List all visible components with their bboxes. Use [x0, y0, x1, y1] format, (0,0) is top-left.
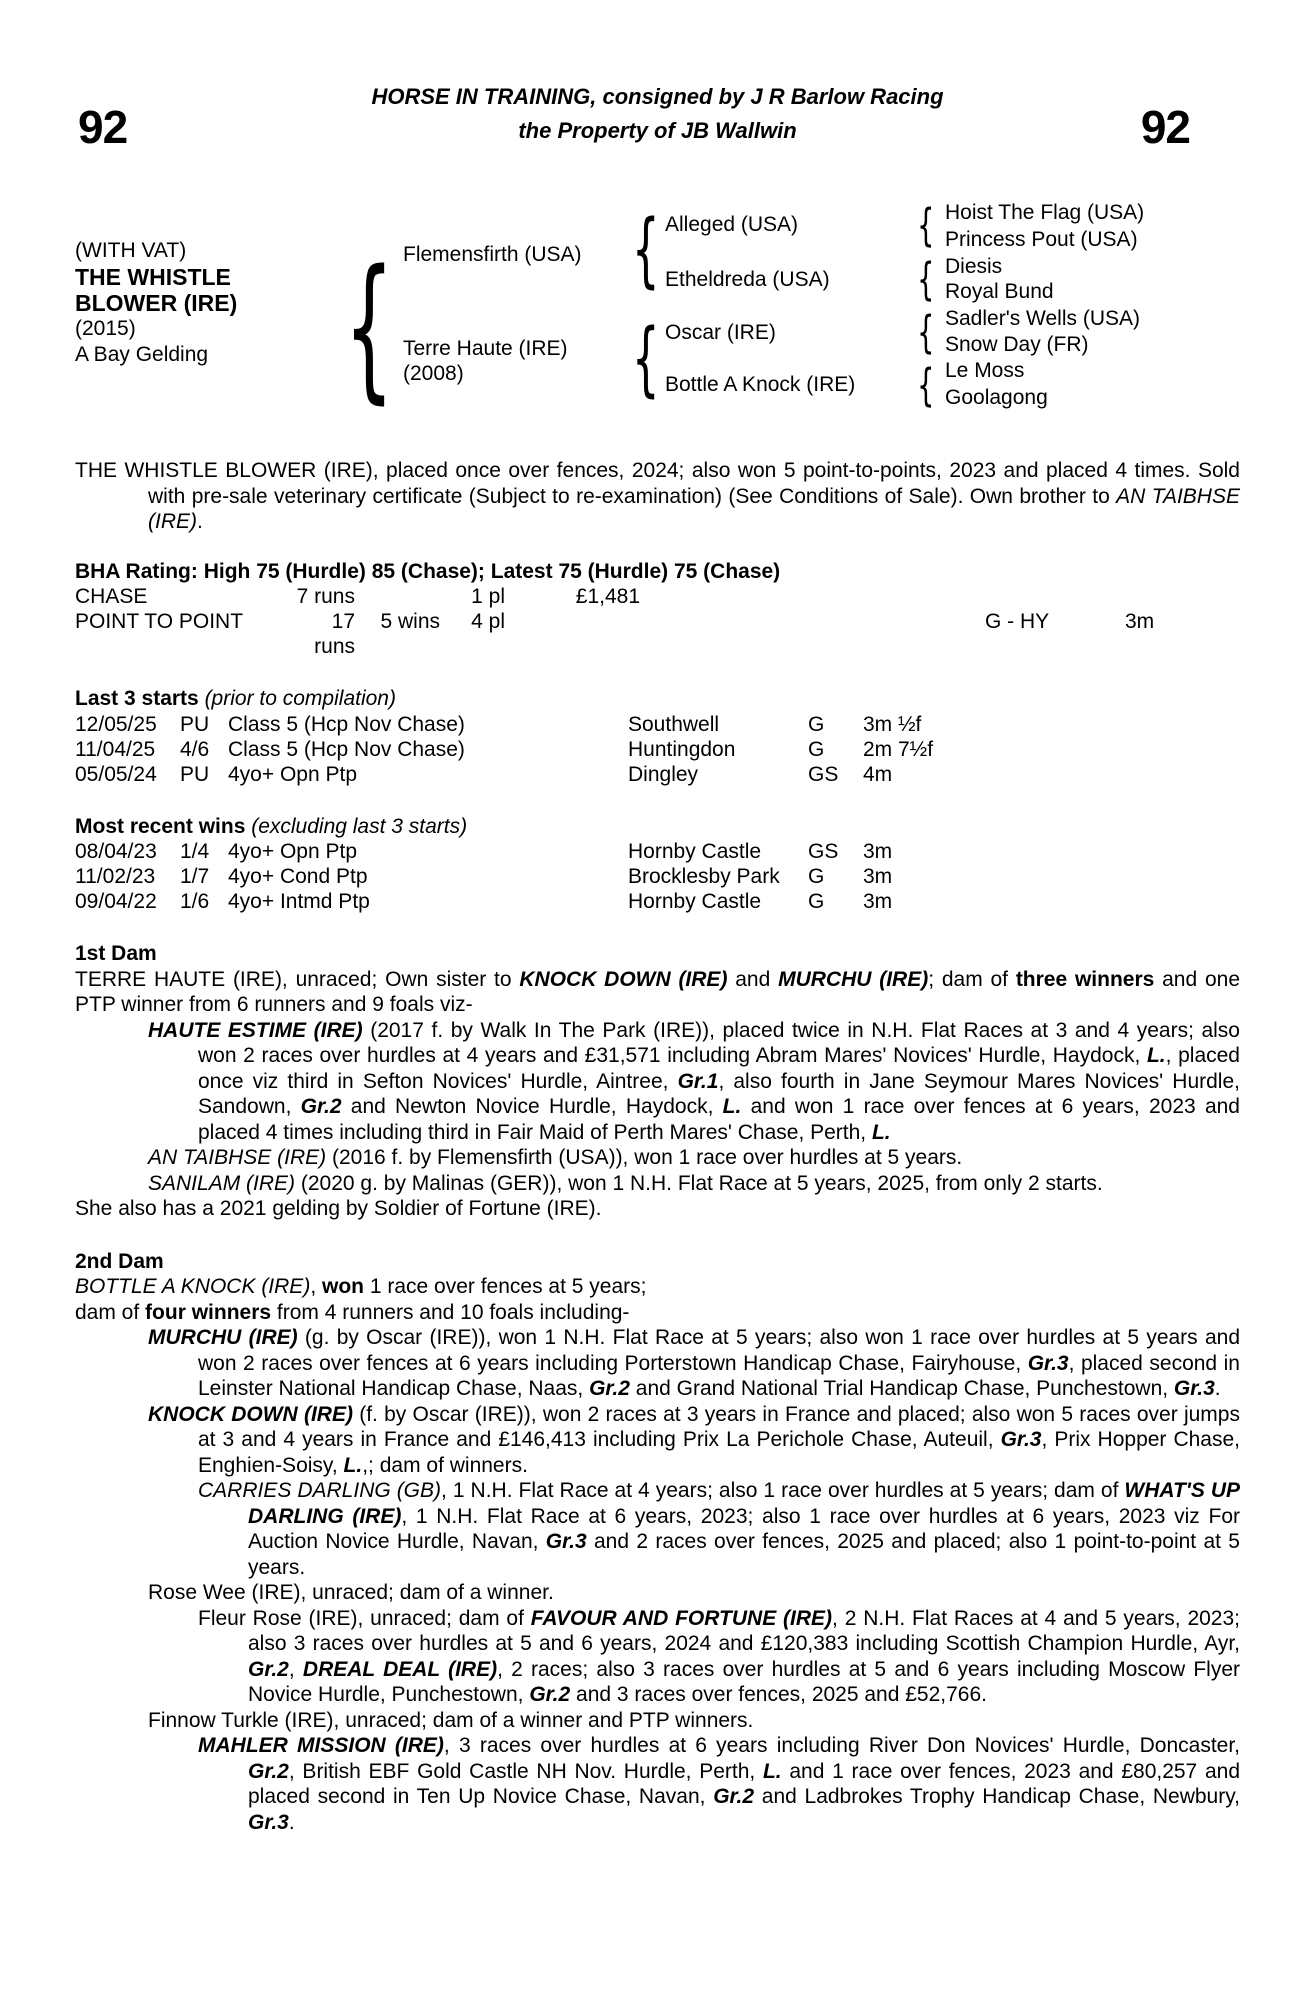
win-position: 1/4 [180, 840, 210, 863]
start-date: 11/04/25 [75, 737, 156, 761]
text-run: CARRIES DARLING (GB) [198, 1479, 442, 1502]
grandsire-sire: Alleged (USA) [665, 213, 799, 236]
pedigree-brace-gg1: { [917, 199, 935, 252]
text-run: KNOCK DOWN (IRE) [519, 967, 728, 991]
text-run: , [310, 1275, 322, 1298]
text-run: , 1 N.H. Flat Race at 4 years; also 1 race over hurdles at 5 years; dam of [441, 1479, 1125, 1502]
record-row [75, 609, 1240, 659]
text-run: Gr.2 [529, 1683, 571, 1706]
record-category: POINT TO POINT [75, 610, 244, 633]
win-row [75, 864, 1240, 889]
start-row [75, 712, 1240, 737]
text-run: Fleur Rose (IRE), unraced; dam of [198, 1606, 531, 1630]
text-run: TERRE HAUTE (IRE), unraced; Own sister to [75, 967, 520, 991]
horse-id-block [75, 238, 335, 368]
start-course: Dingley [628, 762, 699, 786]
text-run: and [727, 967, 779, 991]
text-run: L. [762, 1759, 782, 1783]
text-run: (2020 g. by Malinas (GER)), won 1 N.H. Flat Race at 5 years, 2025, from only 2 starts. [295, 1171, 1103, 1195]
start-going: G [808, 737, 825, 761]
great-grandparent: Royal Bund [945, 280, 1054, 303]
text-run: Gr.2 [713, 1785, 755, 1808]
text-run: ; dam of [928, 967, 1016, 991]
text-run: THE WHISTLE BLOWER (IRE), placed once over fences, 2024; also won 5 point-to-points, 2023 and placed 4 times. Sold with pre-sale veterinary certificate (Subject to re-examination) (See Conditions of Sale). Own brother to [75, 459, 1240, 508]
record-going [985, 584, 1125, 609]
win-date: 11/02/23 [75, 865, 156, 888]
text-run: AN TAIBHSE (IRE) [148, 484, 1240, 533]
win-row [75, 889, 1240, 914]
record-table [75, 584, 1240, 659]
dam2-produce [75, 1478, 1240, 1580]
text-run: and 2 races over fences, 2025 and placed; also 1 point-to-point at 5 years. [248, 1530, 1240, 1579]
text-run: , also fourth in Jane Seymour Mares Novices' Hurdle, Sandown, [198, 1069, 1240, 1118]
dam2-intro2 [75, 1300, 1240, 1326]
text-run: Finnow Turkle (IRE), unraced; dam of a winner and PTP winners. [148, 1708, 754, 1732]
text-run: , placed once viz third in Sefton Novices' Hurdle, Aintree, [198, 1044, 1240, 1093]
win-date: 08/04/23 [75, 840, 157, 863]
wins-title: Most recent wins [75, 814, 246, 838]
text-run: Gr.2 [300, 1095, 342, 1118]
text-run: (2017 f. by Walk In The Park (IRE)), placed twice in N.H. Flat Races at 3 and 4 years; also won 2 races over hurdles at 4 years and £31,571 including Abram Mares' Novices' Hurdle, Haydock, [198, 1018, 1240, 1067]
dam1-produce [75, 1145, 1240, 1171]
win-course: Hornby Castle [628, 840, 762, 863]
win-going: GS [808, 840, 839, 863]
text-run: BOTTLE A KNOCK (IRE) [75, 1275, 311, 1298]
text-run: AN TAIBHSE (IRE) [148, 1146, 327, 1169]
win-going: G [808, 890, 825, 913]
text-run: SANILAM (IRE) [148, 1171, 296, 1195]
record-places: 1 pl [471, 585, 505, 608]
dam-year: (2008) [403, 362, 464, 385]
text-run: dam of [75, 1300, 146, 1324]
dam2-produce [75, 1733, 1240, 1835]
dam2-produce [75, 1402, 1240, 1479]
sire-name: Flemensfirth (USA) [403, 243, 582, 266]
great-grandparent: Goolagong [945, 386, 1048, 409]
last3-table [75, 712, 1240, 787]
dam1-intro [75, 967, 1240, 1018]
horse-name: THE WHISTLE BLOWER (IRE) [75, 264, 238, 316]
text-run: , 3 races over hurdles at 6 years including River Don Novices' Hurdle, Doncaster, [443, 1734, 1240, 1757]
start-race: Class 5 (Hcp Nov Chase) [228, 737, 465, 761]
page-header [0, 0, 1315, 205]
text-run: She also has a 2021 gelding by Soldier of Fortune (IRE). [75, 1197, 602, 1220]
record-places: 4 pl [471, 610, 505, 633]
lot-number-right: 92 [1140, 101, 1190, 153]
bha-rating-line: BHA Rating: High 75 (Hurdle) 85 (Chase); Latest 75 (Hurdle) 75 (Chase) [75, 559, 781, 583]
text-run: WHAT'S UP DARLING (IRE) [248, 1479, 1240, 1528]
start-going: GS [808, 762, 839, 786]
dam2-produce [75, 1325, 1240, 1402]
great-grandparent: Diesis [945, 255, 1003, 278]
text-run: L. [722, 1095, 742, 1118]
record-earnings [505, 609, 640, 659]
start-distance: 4m [863, 762, 893, 786]
start-distance: 2m 7½f [863, 737, 934, 761]
text-run: Gr.3 [1027, 1351, 1069, 1375]
granddam-sire: Etheldreda (USA) [665, 268, 830, 291]
text-run: and one PTP winner from 6 runners and 9 foals viz- [75, 967, 1241, 1016]
win-race: 4yo+ Cond Ptp [228, 865, 368, 888]
start-race: Class 5 (Hcp Nov Chase) [228, 712, 465, 736]
win-race: 4yo+ Intmd Ptp [228, 890, 370, 913]
grandsire-dam: Oscar (IRE) [665, 321, 776, 344]
pedigree-brace-gg3: { [917, 306, 935, 359]
record-distance: 3m [1125, 610, 1155, 633]
text-run: (g. by Oscar (IRE)), won 1 N.H. Flat Race at 5 years; also won 1 race over hurdles at 5 years and won 2 races over fences at 6 years including Porterstown Handicap Chase, Fairyhouse, [198, 1326, 1240, 1375]
pedigree-table [0, 199, 1315, 418]
start-position: 4/6 [180, 737, 210, 761]
text-run: ,; dam of winners. [362, 1453, 528, 1477]
start-distance: 3m ½f [863, 712, 922, 736]
start-going: G [808, 712, 825, 736]
text-run: Gr.2 [589, 1377, 630, 1400]
start-row [75, 762, 1240, 787]
text-run: won [321, 1275, 364, 1298]
pedigree-brace-gg2: { [917, 253, 935, 306]
win-distance: 3m [863, 840, 893, 863]
lot-number-left: 92 [78, 101, 128, 153]
text-run: DREAL DEAL (IRE) [302, 1657, 498, 1681]
win-distance: 3m [863, 865, 893, 888]
text-run: and 1 race over fences, 2023 and £80,257 and placed second in Ten Up Novice Chase, Navan, [248, 1759, 1241, 1808]
last3-subtitle: (prior to compilation) [198, 687, 396, 710]
win-going: G [808, 865, 825, 888]
text-run: . [197, 510, 203, 533]
consignor-line: HORSE IN TRAINING, consigned by J R Barlow Racing [371, 84, 944, 109]
pedigree-brace-dam: { [632, 312, 660, 407]
great-grandparent: Princess Pout (USA) [945, 228, 1138, 251]
text-run: Gr.3 [248, 1810, 289, 1834]
start-date: 12/05/25 [75, 712, 157, 736]
vat-note: (WITH VAT) [75, 239, 187, 262]
text-run: , placed second in Leinster National Handicap Chase, Naas, [198, 1351, 1240, 1400]
dam1-produce [75, 1171, 1240, 1197]
wins-heading [75, 814, 1240, 840]
text-run: , 1 N.H. Flat Race at 6 years, 2023; also 1 race over hurdles at 6 years, 2023 viz For Auction Novice Hurdle, Navan, [248, 1504, 1240, 1553]
text-run: 1 race over fences at 5 years; [363, 1275, 647, 1298]
win-date: 09/04/22 [75, 890, 157, 913]
last3-heading [75, 686, 1240, 712]
start-row [75, 737, 1240, 762]
text-run: Gr.3 [1173, 1377, 1215, 1400]
last3-title: Last 3 starts [75, 687, 199, 710]
record-going: G - HY [985, 610, 1050, 633]
dam1-heading: 1st Dam [75, 942, 157, 965]
text-run: KNOCK DOWN (IRE) [148, 1402, 353, 1426]
text-run: and 3 races over fences, 2025 and £52,766. [570, 1683, 987, 1706]
dam2-produce [148, 1580, 1240, 1606]
dam-name: Terre Haute (IRE) [403, 337, 568, 360]
record-category: CHASE [75, 585, 148, 608]
text-run: and Ladbrokes Trophy Handicap Chase, Newbury, [754, 1785, 1241, 1808]
text-run: , Prix Hopper Chase, Enghien-Soisy, [198, 1428, 1241, 1477]
win-course: Hornby Castle [628, 890, 762, 913]
record-wins: 5 wins [380, 610, 440, 633]
great-grandparent: Sadler's Wells (USA) [945, 307, 1140, 330]
text-run: FAVOUR AND FORTUNE (IRE) [530, 1606, 833, 1630]
text-run: L. [1146, 1044, 1166, 1067]
start-date: 05/05/24 [75, 762, 157, 786]
win-position: 1/6 [180, 890, 210, 913]
owner-line: the Property of JB Wallwin [518, 118, 797, 143]
great-grandparent: Snow Day (FR) [945, 333, 1089, 356]
start-position: PU [180, 762, 210, 786]
text-run: Gr.2 [248, 1657, 289, 1681]
text-run: and won 1 race over fences at 6 years, 2023 and placed 4 times including third in Fair Maid of Perth Mares' Chase, Perth, [198, 1095, 1240, 1144]
start-course: Huntingdon [628, 737, 736, 761]
start-race: 4yo+ Opn Ptp [228, 762, 358, 786]
dam2-intro [75, 1274, 1240, 1300]
text-run: MAHLER MISSION (IRE) [198, 1734, 444, 1757]
record-runs: 7 runs [296, 585, 355, 608]
horse-sex: A Bay Gelding [75, 343, 209, 366]
race-summary [75, 458, 1240, 535]
record-row [75, 584, 1240, 609]
pedigree-brace-main: { [344, 235, 394, 418]
pedigree-brace-gg4: { [917, 359, 935, 412]
dam-block [403, 336, 568, 386]
text-run: from 4 runners and 10 foals including- [271, 1300, 630, 1324]
record-runs: 17 runs [314, 610, 355, 658]
text-run: , 2 N.H. Flat Races at 4 and 5 years, 2023; also 3 races over hurdles at 5 and 6 years, 2024 and £120,383 including Scottish Champion Hurdle, Ayr, [248, 1606, 1241, 1655]
record-spacer [640, 609, 985, 659]
record-earnings: £1,481 [575, 585, 640, 608]
text-run: , British EBF Gold Castle NH Nov. Hurdle, Perth, [288, 1759, 763, 1783]
win-row [75, 839, 1240, 864]
record-wins [355, 584, 440, 609]
win-position: 1/7 [180, 865, 210, 888]
dam1-produce [75, 1018, 1240, 1146]
win-race: 4yo+ Opn Ptp [228, 840, 358, 863]
wins-table [75, 839, 1240, 914]
text-run: HAUTE ESTIME (IRE) [148, 1018, 363, 1042]
dam2-produce [148, 1708, 1240, 1734]
text-run: Rose Wee (IRE), unraced; dam of a winner. [148, 1581, 554, 1604]
dam2-produce [75, 1606, 1240, 1708]
text-run: . [288, 1810, 295, 1834]
text-run: L. [871, 1120, 891, 1144]
win-distance: 3m [863, 890, 893, 913]
text-run: and Grand National Trial Handicap Chase, Punchestown, [629, 1377, 1174, 1400]
dam2-heading: 2nd Dam [75, 1249, 164, 1273]
text-run: L. [343, 1453, 363, 1477]
granddam-dam: Bottle A Knock (IRE) [665, 373, 856, 396]
text-run: Gr.3 [1000, 1428, 1042, 1451]
text-run: four winners [145, 1300, 272, 1324]
start-course: Southwell [628, 712, 720, 736]
start-position: PU [180, 712, 210, 736]
text-run: . [1214, 1377, 1221, 1400]
record-distance [1125, 584, 1240, 609]
text-run: three winners [1015, 967, 1155, 991]
main-content [75, 458, 1240, 1835]
text-run: , [288, 1657, 303, 1681]
text-run: Gr.3 [545, 1530, 587, 1553]
pedigree-brace-sire: { [632, 203, 660, 298]
wins-subtitle: (excluding last 3 starts) [245, 814, 468, 838]
text-run: and Newton Novice Hurdle, Haydock, [341, 1095, 723, 1118]
text-run: MURCHU (IRE) [148, 1326, 298, 1349]
dam1-note [75, 1196, 1240, 1222]
text-run: (2016 f. by Flemensfirth (USA)), won 1 race over hurdles at 5 years. [326, 1146, 963, 1169]
win-course: Brocklesby Park [628, 865, 780, 888]
record-spacer [640, 584, 985, 609]
horse-year: (2015) [75, 317, 136, 340]
great-grandparent: Hoist The Flag (USA) [945, 201, 1145, 224]
text-run: Gr.1 [677, 1069, 719, 1093]
text-run: , 2 races; also 3 races over hurdles at 5 and 6 years including Moscow Flyer Novice Hurdle, Punchestown, [248, 1657, 1240, 1706]
text-run: MURCHU (IRE) [778, 967, 929, 991]
text-run: (f. by Oscar (IRE)), won 2 races at 3 years in France and placed; also won 5 races over jumps at 3 and 4 years in France and £146,413 including Prix La Perichole Chase, Auteuil, [198, 1402, 1240, 1451]
text-run: Gr.2 [248, 1759, 289, 1783]
great-grandparent: Le Moss [945, 359, 1025, 382]
